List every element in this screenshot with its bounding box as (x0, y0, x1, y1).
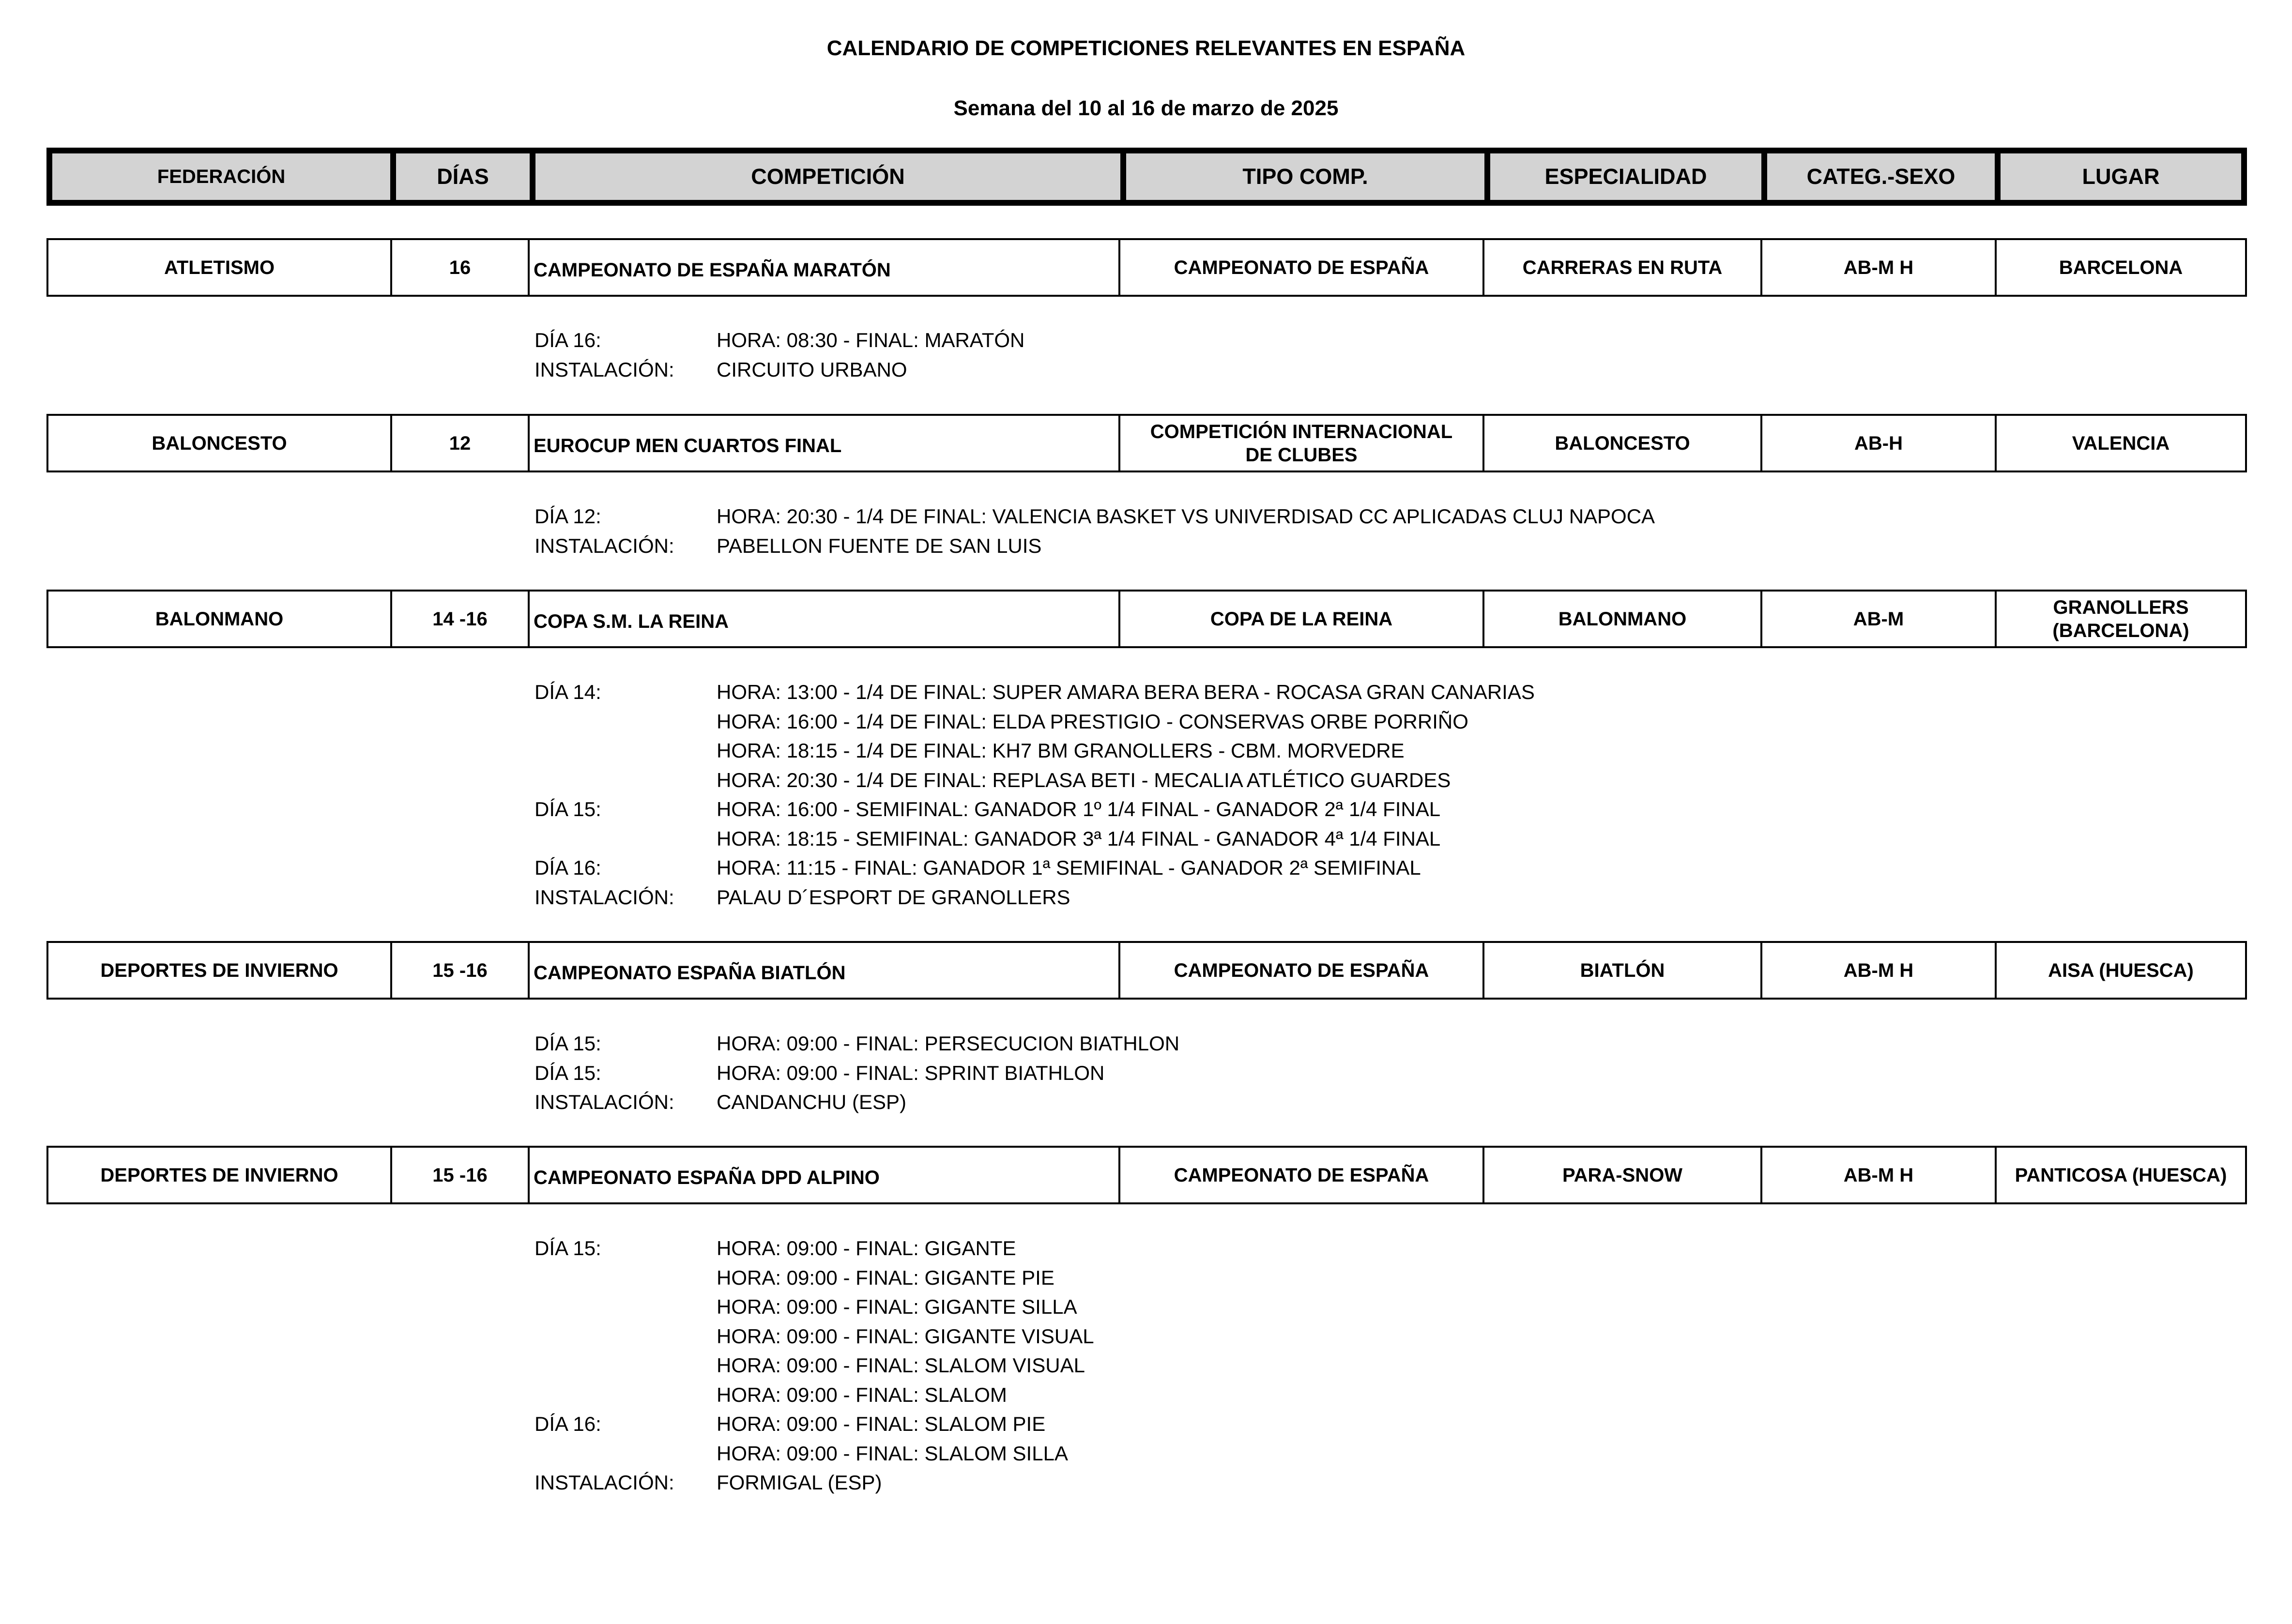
detail-line (535, 1410, 2181, 1439)
cell-lugar: AISA (HUESCA) (1995, 941, 2247, 1000)
cell-tipo: CAMPEONATO DE ESPAÑA (1118, 238, 1484, 297)
cell-categoria: AB-M H (1760, 238, 1997, 297)
cell-especialidad: PARA-SNOW (1482, 1146, 1762, 1204)
detail-label: DÍA 15: (535, 798, 601, 820)
column-header-federacion: FEDERACIÓN (46, 148, 396, 206)
detail-text: HORA: 09:00 - FINAL: PERSECUCION BIATHLON (717, 1032, 1180, 1055)
detail-label: INSTALACIÓN: (535, 534, 674, 557)
detail-text: HORA: 09:00 - FINAL: GIGANTE (717, 1237, 1016, 1260)
cell-categoria: AB-M H (1760, 1146, 1997, 1204)
competition-row (46, 1146, 2247, 1204)
detail-line (535, 1468, 2181, 1498)
detail-text: CIRCUITO URBANO (717, 358, 907, 381)
detail-line (535, 824, 2181, 854)
detail-label: DÍA 16: (535, 856, 601, 879)
detail-line (535, 736, 2181, 766)
cell-categoria: AB-H (1760, 414, 1997, 472)
detail-text: HORA: 18:15 - SEMIFINAL: GANADOR 3ª 1/4 FINAL - GANADOR 4ª 1/4 FINAL (717, 827, 1441, 850)
detail-label: DÍA 12: (535, 505, 601, 528)
detail-line (535, 1029, 2181, 1059)
detail-line (535, 326, 2181, 355)
detail-text: HORA: 09:00 - FINAL: SLALOM SILLA (717, 1442, 1068, 1465)
detail-line (535, 355, 2181, 385)
cell-tipo: COPA DE LA REINA (1118, 590, 1484, 648)
cell-tipo: CAMPEONATO DE ESPAÑA (1118, 1146, 1484, 1204)
detail-line (535, 1322, 2181, 1351)
detail-text: HORA: 11:15 - FINAL: GANADOR 1ª SEMIFINAL - GANADOR 2ª SEMIFINAL (717, 856, 1421, 879)
cell-federacion: DEPORTES DE INVIERNO (46, 1146, 392, 1204)
detail-label: DÍA 14: (535, 681, 601, 703)
column-header-tipo: TIPO COMP. (1120, 148, 1490, 206)
competition-details (535, 1029, 2181, 1117)
detail-label: INSTALACIÓN: (535, 1471, 674, 1494)
cell-especialidad: BIATLÓN (1482, 941, 1762, 1000)
detail-label: DÍA 16: (535, 1412, 601, 1435)
detail-line (535, 1292, 2181, 1322)
detail-label: DÍA 15: (535, 1032, 601, 1055)
detail-text: HORA: 09:00 - FINAL: GIGANTE SILLA (717, 1295, 1077, 1318)
cell-categoria: AB-M (1760, 590, 1997, 648)
column-header-competicion: COMPETICIÓN (530, 148, 1126, 206)
competition-row (46, 590, 2247, 648)
detail-line (535, 1439, 2181, 1469)
detail-text: HORA: 20:30 - 1/4 DE FINAL: REPLASA BETI - MECALIA ATLÉTICO GUARDES (717, 768, 1451, 791)
detail-text: PALAU D´ESPORT DE GRANOLLERS (717, 885, 1070, 909)
cell-federacion: DEPORTES DE INVIERNO (46, 941, 392, 1000)
competition-details (535, 678, 2181, 912)
competition-row (46, 941, 2247, 1000)
detail-line (535, 795, 2181, 824)
detail-line (535, 1263, 2181, 1293)
detail-text: HORA: 09:00 - FINAL: SPRINT BIATHLON (717, 1061, 1105, 1084)
detail-text: HORA: 13:00 - 1/4 DE FINAL: SUPER AMARA BERA BERA - ROCASA GRAN CANARIAS (717, 681, 1535, 703)
cell-especialidad: BALONMANO (1482, 590, 1762, 648)
column-header-especialidad: ESPECIALIDAD (1484, 148, 1767, 206)
cell-dias: 14 -16 (390, 590, 530, 648)
detail-line (535, 1088, 2181, 1117)
detail-line (535, 1381, 2181, 1410)
detail-line (535, 766, 2181, 795)
detail-text: HORA: 09:00 - FINAL: SLALOM PIE (717, 1412, 1046, 1435)
detail-line (535, 853, 2181, 883)
column-header-lugar: LUGAR (1995, 148, 2247, 206)
cell-competicion: EUROCUP MEN CUARTOS FINAL (528, 414, 1120, 472)
competition-details (535, 502, 2181, 561)
column-header-dias: DÍAS (390, 148, 535, 206)
cell-dias: 15 -16 (390, 1146, 530, 1204)
cell-dias: 16 (390, 238, 530, 297)
detail-text: FORMIGAL (ESP) (717, 1471, 882, 1494)
competition-row (46, 238, 2247, 297)
detail-line (535, 531, 2181, 561)
competition-row (46, 414, 2247, 472)
detail-line (535, 502, 2181, 531)
cell-federacion: BALONMANO (46, 590, 392, 648)
detail-text: HORA: 16:00 - 1/4 DE FINAL: ELDA PRESTIGIO - CONSERVAS ORBE PORRIÑO (717, 710, 1468, 733)
cell-lugar: GRANOLLERS (BARCELONA) (1995, 590, 2247, 648)
cell-federacion: BALONCESTO (46, 414, 392, 472)
detail-line (535, 707, 2181, 737)
detail-label: INSTALACIÓN: (535, 1091, 674, 1113)
detail-line (535, 883, 2181, 912)
detail-text: HORA: 08:30 - FINAL: MARATÓN (717, 329, 1025, 351)
cell-dias: 15 -16 (390, 941, 530, 1000)
cell-especialidad: BALONCESTO (1482, 414, 1762, 472)
detail-text: HORA: 16:00 - SEMIFINAL: GANADOR 1º 1/4 FINAL - GANADOR 2ª 1/4 FINAL (717, 798, 1441, 820)
detail-line (535, 678, 2181, 707)
detail-text: HORA: 09:00 - FINAL: SLALOM VISUAL (717, 1354, 1085, 1377)
detail-label: DÍA 16: (535, 329, 601, 351)
detail-text: HORA: 09:00 - FINAL: SLALOM (717, 1383, 1007, 1406)
cell-especialidad: CARRERAS EN RUTA (1482, 238, 1762, 297)
detail-text: HORA: 09:00 - FINAL: GIGANTE VISUAL (717, 1324, 1094, 1348)
cell-federacion: ATLETISMO (46, 238, 392, 297)
competition-details (535, 326, 2181, 384)
detail-label: DÍA 15: (535, 1237, 601, 1260)
detail-line (535, 1351, 2181, 1381)
cell-tipo: CAMPEONATO DE ESPAÑA (1118, 941, 1484, 1000)
cell-dias: 12 (390, 414, 530, 472)
cell-competicion: COPA S.M. LA REINA (528, 590, 1120, 648)
competition-details (535, 1234, 2181, 1498)
detail-label: INSTALACIÓN: (535, 885, 674, 909)
cell-lugar: BARCELONA (1995, 238, 2247, 297)
page-title: CALENDARIO DE COMPETICIONES RELEVANTES EN ESPAÑA (826, 36, 1466, 60)
column-header-categoria: CATEG.-SEXO (1761, 148, 2001, 206)
week-subtitle: Semana del 10 al 16 de marzo de 2025 (953, 96, 1339, 120)
detail-text: HORA: 18:15 - 1/4 DE FINAL: KH7 BM GRANOLLERS - CBM. MORVEDRE (717, 739, 1405, 762)
cell-competicion: CAMPEONATO ESPAÑA DPD ALPINO (528, 1146, 1120, 1204)
cell-tipo: COMPETICIÓN INTERNACIONAL DE CLUBES (1118, 414, 1484, 472)
detail-line (535, 1059, 2181, 1088)
detail-label: INSTALACIÓN: (535, 358, 674, 381)
cell-competicion: CAMPEONATO DE ESPAÑA MARATÓN (528, 238, 1120, 297)
cell-lugar: VALENCIA (1995, 414, 2247, 472)
detail-text: HORA: 09:00 - FINAL: GIGANTE PIE (717, 1266, 1054, 1289)
detail-label: DÍA 15: (535, 1061, 601, 1084)
detail-line (535, 1234, 2181, 1263)
cell-categoria: AB-M H (1760, 941, 1997, 1000)
detail-text: PABELLON FUENTE DE SAN LUIS (717, 534, 1042, 557)
cell-competicion: CAMPEONATO ESPAÑA BIATLÓN (528, 941, 1120, 1000)
cell-lugar: PANTICOSA (HUESCA) (1995, 1146, 2247, 1204)
detail-text: HORA: 20:30 - 1/4 DE FINAL: VALENCIA BASKET VS UNIVERDISAD CC APLICADAS CLUJ NAPOCA (717, 505, 1655, 528)
detail-text: CANDANCHU (ESP) (717, 1091, 907, 1113)
